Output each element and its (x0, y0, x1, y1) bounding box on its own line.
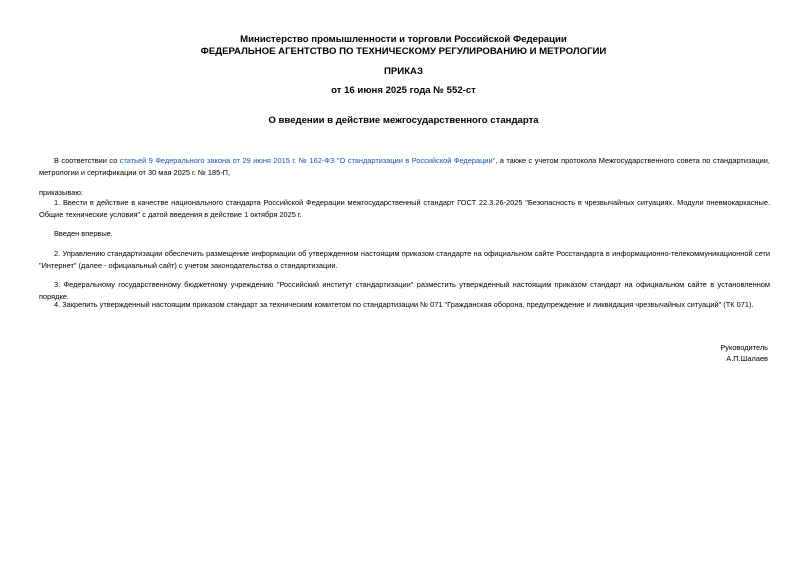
preamble-paragraph (39, 155, 770, 178)
document-title: О введении в действие межгосударственного стандарта (268, 115, 539, 126)
signatory-position: Руководитель (720, 343, 768, 352)
signatory-name: А.П.Шалаев (726, 354, 768, 363)
document-type: ПРИКАЗ (384, 66, 423, 77)
item-3-paragraph: 3. Федеральному государственному бюджетному учреждению "Российский институт стандартизации" разместить утвержденный настоящим приказом стандарт на официальном сайте в установленном порядке. (39, 280, 770, 301)
agency-name: ФЕДЕРАЛЬНОЕ АГЕНТСТВО ПО ТЕХНИЧЕСКОМУ РЕГУЛИРОВАНИЮ И МЕТРОЛОГИИ (200, 46, 607, 57)
item-2-paragraph: 2. Управлению стандартизации обеспечить размещение информации об утвержденном настоящим приказом стандарте на официальном сайте Росстандарта в информационно-телекоммуникационной сети "Интернет" (далее - официальный сайт) с учетом законодательства о стандартизации. (39, 249, 770, 270)
ministry-name: Министерство промышленности и торговли Российской Федерации (240, 34, 567, 45)
document-date-number: от 16 июня 2025 года № 552-ст (331, 85, 476, 96)
item-4-paragraph: 4. Закрепить утвержденный настоящим приказом стандарт за техническим комитетом по стандартизации № 071 "Гражданская оборона, предупреждение и ликвидация чрезвычайных ситуаций" (ТК 071). (54, 300, 754, 309)
item-1-paragraph: 1. Ввести в действие в качестве национального стандарта Российской Федерации межгосударственный стандарт ГОСТ 22.3.26-2025 "Безопасность в чрезвычайных ситуациях. Модули пневмокаркасные. Общие технические условия" с датой введения в действие 1 октября 2025 г. (39, 198, 770, 219)
order-word: приказываю: (39, 188, 83, 197)
preamble-suffix: , а также с учетом протокола Межгосударственного совета по стандартизации, метрологии и сертификации от 30 мая 2025 г. № 185-П, (39, 156, 770, 177)
federal-law-link[interactable]: статьей 9 Федерального закона от 29 июня 2015 г. № 162-ФЗ "О стандартизации в Российской Федерации" (119, 156, 496, 165)
preamble-prefix: В соответствии со (54, 156, 120, 165)
first-time-note: Введен впервые. (54, 229, 113, 238)
